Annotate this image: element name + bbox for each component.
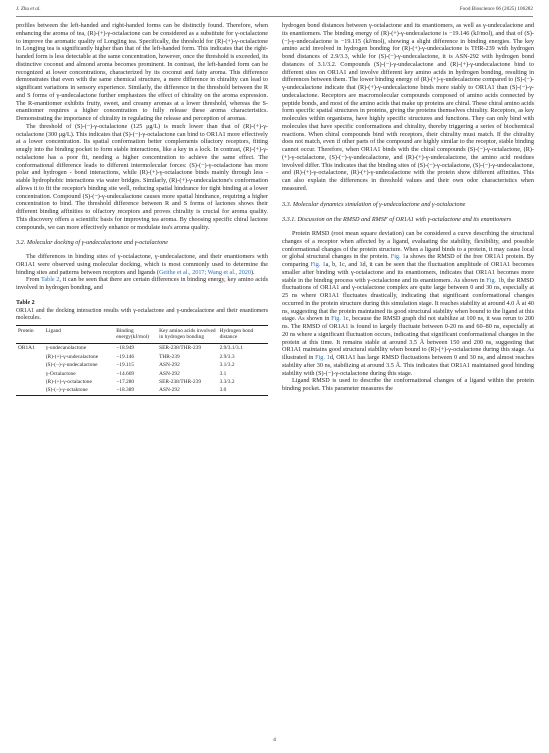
left-column: [16, 22, 268, 396]
column-header: Binding energy(kJ/mol): [116, 327, 150, 340]
table-row: [16, 353, 268, 361]
table-cell: [16, 353, 44, 361]
text: a shows the RMSD of the free OR1A1 protein. By comparing: [282, 253, 534, 268]
table-row: [16, 378, 268, 386]
table-cell: γ-Octalactone: [45, 370, 76, 377]
figure-link[interactable]: Fig. 1: [315, 354, 330, 361]
table-row: [16, 344, 268, 353]
figure-link[interactable]: Fig. 1: [310, 261, 326, 268]
table-cell: ASN-292: [159, 387, 180, 394]
table-cell: (S)-(−)-γ-octaktone: [45, 387, 88, 394]
table-row: [16, 370, 268, 378]
table-cell: −19.115: [116, 362, 134, 369]
table-cell: [16, 386, 44, 395]
section-heading: 3.2. Molecular docking of γ-undecalactone and γ-octalactone: [16, 239, 168, 247]
table-cell: −18.389: [116, 387, 135, 394]
table-cell: THR-239: [159, 353, 180, 360]
table-cell: 3.1/3.2: [219, 362, 235, 369]
text: The differences in binding sites of γ-octalactone, γ-undecalactone, and their enantiomers with OR1A1 were observed using molecular docking, which is most commonly used to determine the binding sites and patterns between receptors and ligands (: [16, 253, 268, 276]
page-number: 4: [273, 737, 276, 743]
text: d, OR1A1 has large RMSD fluctuations between 0 and 30 ns, and almost reaches stability after 30 ns, stabilizing at around 3.5 Å. This indicates that OR1A1 maintained good binding stability with (S)-(−)-γ-octalactone during this stage.: [282, 354, 534, 377]
table-cell: γ-undecanolactone: [45, 345, 87, 352]
table-cell: 3.0: [219, 387, 227, 394]
figure-link[interactable]: Fig. 1: [331, 315, 346, 323]
table-cell: [16, 361, 44, 369]
paragraph: [282, 230, 534, 377]
table-cell: 2.9/3.3: [219, 353, 235, 360]
table-cell: −19.146: [116, 353, 135, 360]
text: , it can be seen that there are certain differences in binding energy, key amino acids involved in hydrogen bonding, and: [16, 276, 268, 291]
table-cell: −17.280: [116, 378, 135, 385]
docking-table: [16, 325, 268, 396]
text: ).: [250, 268, 255, 276]
text: From: [26, 276, 42, 284]
column-header: Protein: [18, 327, 34, 334]
figure-link[interactable]: Fig. 1: [390, 253, 406, 261]
running-header-journal: Food Bioscience 66 (2025) 106282: [459, 6, 533, 12]
text: b, the RMSD fluctuations of OR1A1 and γ-octalactone complex are quite large between 0 and 30 ns, especially at 25 ns where OR1A1 fluctuates drastically, indicating that significant conformational changes occurred in the protein structure during this simulation stage. It reaches stability at around 4.0 Å at 40 ns, suggesting that the protein maintained its good structural stability when bound to the ligand at this stage. As shown in: [282, 276, 534, 323]
paragraph: hydrogen bond distances between γ-octalactone and its enantiomers, as well as γ-undecalactone and its enantiomers. The binding energy of (R)-(+)-γ-undecalactone is −19.146 (kJ/mol), and that of (S)-(−)-γ-undecalactone is −19.115 (kJ/mol), showing a slight difference in binding energies. The key amino acid involved in hydrogen bonding for (R)-(+)-γ-undecalactone is THR-239 with hydrogen bond distances of 2.9/3.3, while for (S)-(−)-γ-undecalactone, it is ASN-292 with hydrogen bond distances of 3.1/3.2. Compounds (S)-(−)-γ-undecalactone and (R)-(+)-γ-undecalactone bind to different sites on OR1A1 and involve different key amino acids in hydrogen bonding, resulting in differences between them. The lower binding energy of (R)-(+)-γ-undecalactone compared to (S)-(−)-γ-undecalactone indicate that (R)-(+)-γ-undecalactone binds more stably to OR1A1 than (S)-(−)-γ-undecalactone. Receptors are macromolecular compounds composed of amino acids connected by peptide bonds, and most of the amino acids that make up proteins are chiral. These chiral amino acids form specific spatial structures in proteins, giving the proteins themselves chirality. Receptors, as key molecules within organisms, have highly specific structures and functions. They can only bind with molecules that have specific conformations and chirality, thereby triggering a series of biochemical reactions. When chiral compounds bind with receptors, their chirality must match. If the chirality does not match, even if other parts of the compound are highly similar to the receptor, stable binding cannot occur. Therefore, when OR1A1 binds with the chiral compounds (S)-(−)-γ-octalactone, (R)-(+)-γ-octalactone, (S)-(−)-γ-undecalactone, and (R)-(+)-γ-undecalactone, the amino acid residues involved differ. This indicates that the binding sites of (S)-(−)-γ-octalactone, (S)-(−)-γ-undecalactone, and (R)-(+)-γ-octalactone, (R)-(+)-γ-undecalactone with the protein show different affinities. This can also explain the differences in threshold values and their own odor characteristics when measured.: [282, 22, 534, 192]
column-header: Ligand: [45, 327, 61, 334]
paragraph: profiles between the left-handed and right-handed forms can be distinctly found. Therefore, when enhancing the aroma of tea, (R)-(+)-γ-octalactone can be considered as a substitute for γ-octalactone to improve the aromatic quality of Longjing tea. Specifically, the threshold for (R)-(+)-γ-octalactone in Longjing tea is significantly higher than that of the left-handed form. This indicates that the right-handed form is less detectable at the same concentration, however, once the threshold is exceeded, its distinctive coconut and almond aroma becomes prominent. In contrast, the left-handed form can be recognized at lower concentrations, characterized by its coconut and fatty aroma. This difference demonstrates that even with the same chemical structure, a mere difference in chirality can lead to significant variations in sensory experience. Similarly, the difference in the threshold between the R and S forms of γ-undecalactone further emphasizes the effect of chirality on the aroma expression. The R-enantiomer exhibits fruity, sweet, and creamy aromas at a lower threshold, whereas the S-enantiomer requires a higher concentration to fully release these aroma characteristics. Demonstrating the importance of chirality in regulating the release and perception of aromas.: [16, 22, 268, 122]
paragraph: The threshold of (S)-(−)-γ-octalactone (125 μg/L) is much lower than that of (R)-(+)-γ-octalactone (300 μg/L). This indicates that (S)-(−)-γ-octalactone can bind to OR1A1 more effectively at a lower concentration. Its spatial conformation better complements olfactory receptors, fitting snugly into the binding pocket to form stable interactions, like a key in a lock. In contrast, (R)-(+)-γ-octalactone has a poor fit, needing a higher concentration to achieve the same effect. The conformational difference leads to different intermolecular forces: (S)-(−)-γ-octalactone has more polar and hydrogen - bond interactions, while (R)-(+)-γ-octalactone binds mainly through less - stable hydrophobic interactions via water bridges. Similarly, (R)-(+)-γ-undecalactone's conformation allows it to fit the receptor's binding site well, reducing spatial hindrance for tight binding at a lower concentration. Compound (S)-(−)-γ-undecalactone causes more spatial hindrance, requiring a higher concentration to bind. The threshold difference between R and S forms of lactones shows their different binding affinities to olfactory receptors and proves chirality is crucial for aroma quality. This discovery offers a scientific basis for improving tea aroma. By choosing specific chiral lactone compounds, we can more effectively enhance or modulate tea's aroma quality.: [16, 122, 268, 231]
table-cell: −14.669: [116, 370, 135, 377]
running-header-authors: J. Zhu et al.: [16, 6, 41, 12]
table-cell: ASN-292: [159, 362, 180, 369]
subsection-heading: 3.3.1. Discussion on the RMSD and RMSF of OR1A1 with γ-octalactone and its enantiomers: [282, 216, 512, 224]
table-cell: SER-238/THR-239: [159, 345, 202, 352]
table-header-row: [16, 325, 268, 344]
table-row: [16, 386, 268, 395]
paragraph: [16, 276, 268, 292]
text: Protein RMSD (root mean square deviation) can be considered a curve describing the structural changes of a receptor when affected by a ligand, evaluating the stability, flexibility, and possible conformational changes of the protein structure. When a ligand binds to a protein, it may cause local or global structural changes in the protein.: [282, 230, 534, 261]
paragraph: [16, 253, 268, 276]
paragraph: Ligand RMSD is used to describe the conformational changes of a ligand within the protein binding pocket. This parameter measures the: [282, 377, 534, 392]
table-cell: 3.3/3.2: [219, 378, 235, 385]
table-cell: OR1A1: [18, 345, 35, 352]
table-cell: (R)-(+)-γ-octalactone: [45, 378, 92, 385]
table-cell: (R)-(+)-γ-undecalactone: [45, 353, 99, 360]
table-title: Table 2: [16, 299, 35, 306]
text: a, b, 1c, and 1d, it can be seen that the fluctuation amplitude of OR1A1 becomes smaller after binding with γ-octalactone and its enantiomers, indicates that OR1A1 becomes more stable in the binding process with γ-octalactone and its enantiomers. As shown in: [282, 261, 534, 284]
text: c, because the RMSD graph did not stabilize at 100 ns, it was rerun to 200 ns. The RMSD of OR1A1 is found to largely fluctuate between 0-20 ns and 60–80 ns, especially at 20 ns where a significant fluctuation occurs, indicating that significant conformational changes in the protein at this time. It remains stable at around 3.5 Å between 150 and 200 ns, suggesting that OR1A1 maintains good structural stability when bound to (R)-(+)-γ-octalactone during this stage. As illustrated in: [282, 315, 535, 361]
table-cell: 2.9/3.1/3.1: [219, 345, 243, 352]
header-rule: [16, 16, 533, 17]
citation-link[interactable]: Geithe et al., 2017; Wang et al., 2020: [158, 268, 251, 276]
table-cell: [16, 378, 44, 386]
table-link[interactable]: Table 2: [41, 276, 60, 284]
figure-link[interactable]: Fig. 1: [486, 276, 501, 284]
section-heading: 3.3. Molecular dynamics simulation of γ-undecalactone and γ-octalactone: [282, 200, 466, 208]
table-cell: [16, 370, 44, 378]
table-cell: (S)-(−)-γ-undecalactone: [45, 362, 98, 369]
column-header: Key amino acids involved in hydrogen bonding: [159, 327, 216, 340]
table-cell: 3.1: [219, 370, 227, 377]
right-column: [282, 22, 534, 393]
table-cell: SER-238/THR-239: [159, 378, 202, 385]
column-header: Hydrogen bond distance: [219, 327, 254, 340]
table-cell: −18.949: [116, 345, 135, 352]
table-row: [16, 361, 268, 369]
table-caption: OR1A1 and the docking interaction results with γ-octalactone and γ-undecalactone and their enantiomers molecules.: [16, 307, 268, 321]
table-cell: ASN-292: [159, 370, 180, 377]
